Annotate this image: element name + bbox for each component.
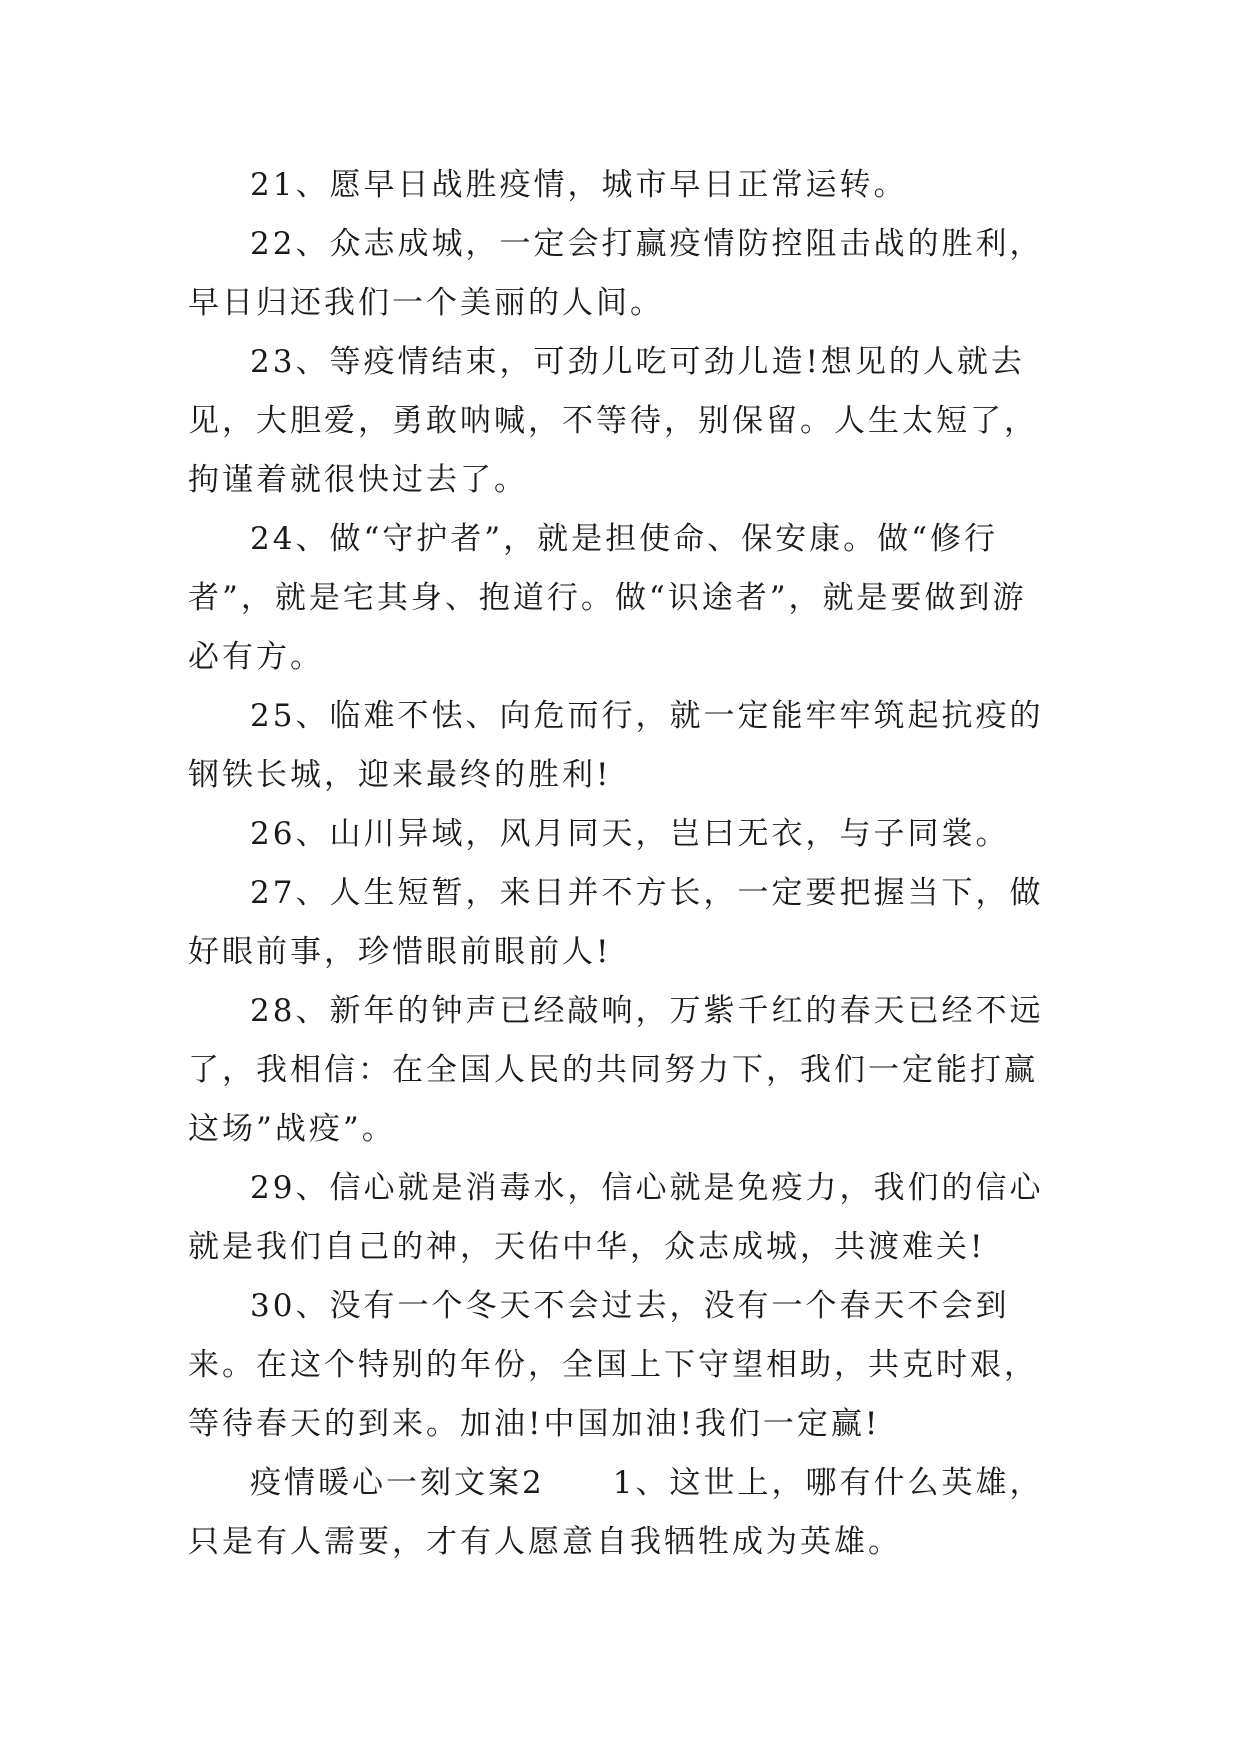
- paragraph-28: 28、新年的钟声已经敲响，万紫千红的春天已经不远了，我相信：在全国人民的共同努力下，我们一定能打赢这场”战疫”。: [188, 993, 1044, 1147]
- paragraph-26: 26、山川异域，风月同天，岂曰无衣，与子同裳。: [250, 816, 1010, 852]
- paragraph-24: 24、做“守护者”，就是担使命、保安康。做“修行者”，就是宅其身、抱道行。做“识途者”，就是要做到游必有方。: [188, 521, 1027, 675]
- paragraph-27: 27、人生短暂，来日并不方长，一定要把握当下，做好眼前事，珍惜眼前眼前人!: [188, 875, 1044, 970]
- paragraph-21: 21、愿早日战胜疫情，城市早日正常运转。: [250, 167, 908, 203]
- document-body: [188, 156, 1053, 1572]
- paragraph-22: 22、众志成城，一定会打赢疫情防控阻击战的胜利，早日归还我们一个美丽的人间。: [188, 226, 1044, 321]
- paragraph-29: 29、信心就是消毒水，信心就是免疫力，我们的信心就是我们自己的神，天佑中华，众志成城，共渡难关!: [188, 1170, 1044, 1265]
- section-heading-paragraph: 疫情暖心一刻文案2 1、这世上，哪有什么英雄，只是有人需要，才有人愿意自我牺牲成为英雄。: [188, 1465, 1044, 1560]
- paragraph-23: 23、等疫情结束，可劲儿吃可劲儿造!想见的人就去见，大胆爱，勇敢呐喊，不等待，别保留。人生太短了，拘谨着就很快过去了。: [188, 344, 1038, 498]
- paragraph-30: 30、没有一个冬天不会过去，没有一个春天不会到来。在这个特别的年份，全国上下守望相助，共克时艰，等待春天的到来。加油!中国加油!我们一定赢!: [188, 1288, 1038, 1442]
- paragraph-25: 25、临难不怯、向危而行，就一定能牢牢筑起抗疫的钢铁长城，迎来最终的胜利!: [188, 698, 1044, 793]
